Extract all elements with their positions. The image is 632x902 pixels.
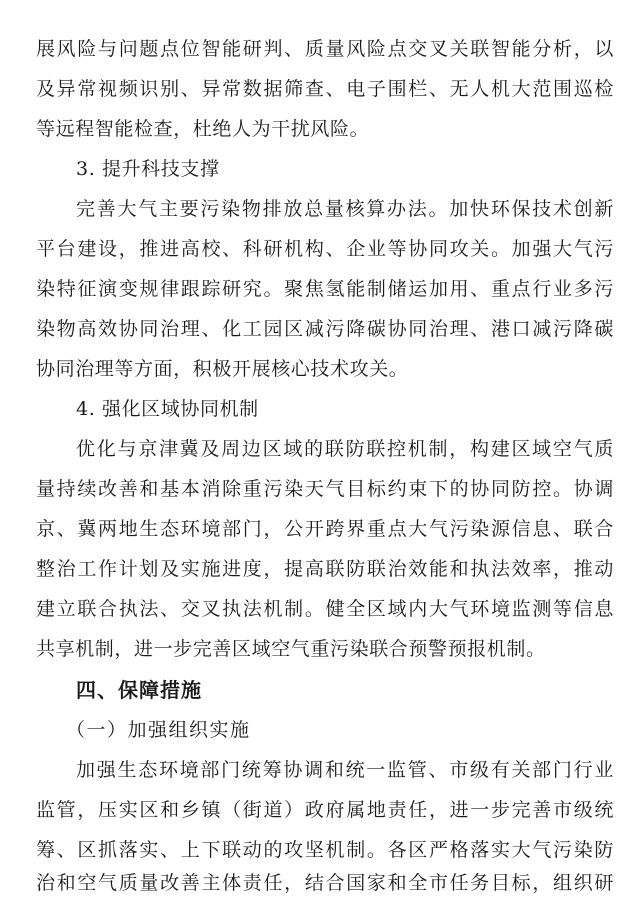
paragraph-line: 建立联合执法、交叉执法机制。健全区域内大气环境监测等信息 (36, 598, 614, 620)
part-heading: 四、保障措施 (76, 678, 202, 702)
paragraph-line: 京、冀两地生态环境部门，公开跨界重点大气污染源信息、联合 (36, 518, 614, 540)
paragraph-line: 筹、区抓落实、上下联动的攻坚机制。各区严格落实大气污染防 (36, 839, 614, 861)
paragraph-line: 共享机制，进一步完善区域空气重污染联合预警预报机制。 (36, 638, 546, 660)
paragraph-line: 整治工作计划及实施进度，提高联防联治效能和执法效率，推动 (36, 558, 614, 580)
paragraph-line: 加强生态环境部门统筹协调和统一监管、市级有关部门行业 (76, 759, 614, 781)
paragraph-line: 展风险与问题点位智能研判、质量风险点交叉关联智能分析，以 (36, 38, 614, 60)
paragraph-line: 优化与京津冀及周边区域的联防联控机制，构建区域空气质 (76, 438, 614, 460)
paragraph-line: 染物高效协同治理、化工园区减污降碳协同治理、港口减污降碳 (36, 318, 614, 340)
section-heading-3: 3. 提升科技支撑 (76, 158, 220, 180)
paragraph-line: 监管，压实区和乡镇（街道）政府属地责任，进一步完善市级统 (36, 799, 614, 821)
paragraph-line: 平台建设，推进高校、科研机构、企业等协同攻关。加强大气污 (36, 238, 614, 260)
paragraph-line: 等远程智能检查，杜绝人为干扰风险。 (36, 118, 370, 140)
paragraph-line: 协同治理等方面，积极开展核心技术攻关。 (36, 358, 409, 380)
paragraph-line: 及异常视频识别、异常数据筛查、电子围栏、无人机大范围巡检 (36, 78, 614, 100)
paragraph-line: 完善大气主要污染物排放总量核算办法。加快环保技术创新 (76, 198, 614, 220)
section-heading-4: 4. 强化区域协同机制 (76, 398, 259, 420)
paragraph-line: 量持续改善和基本消除重污染天气目标约束下的协同防控。协调 (36, 478, 614, 500)
paragraph-line: 治和空气质量改善主体责任，结合国家和全市任务目标，组织研 (36, 872, 614, 894)
paragraph-line: 染特征演变规律跟踪研究。聚焦氢能制储运加用、重点行业多污 (36, 278, 614, 300)
subsection-heading: （一）加强组织实施 (66, 719, 251, 741)
